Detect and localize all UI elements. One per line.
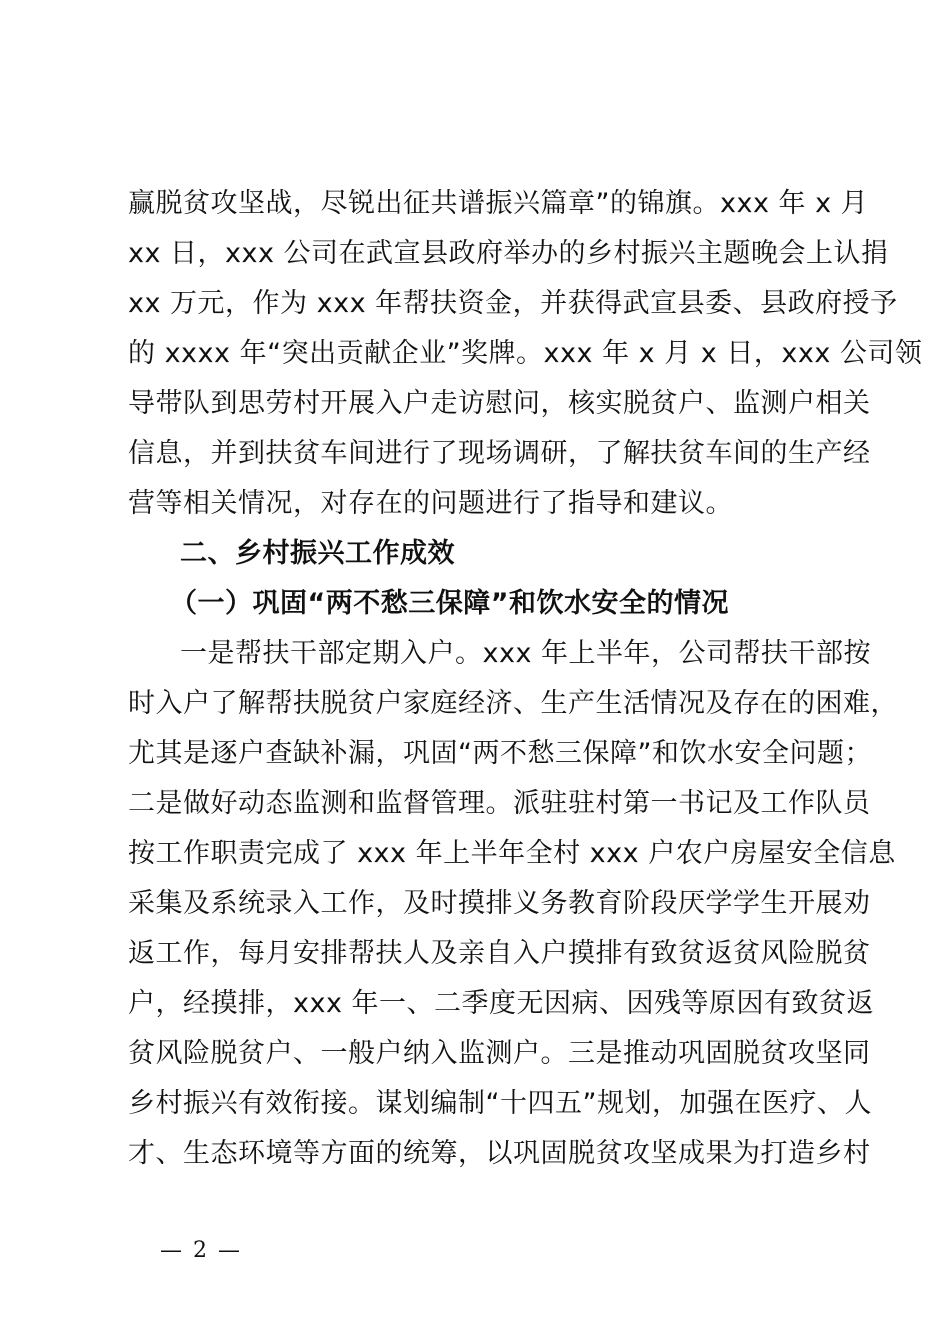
paragraph-line: 才、生态环境等方面的统筹，以巩固脱贫攻坚成果为打造乡村 bbox=[128, 1138, 871, 1169]
section-heading: 二、乡村振兴工作成效 bbox=[180, 538, 455, 569]
paragraph-line: 营等相关情况，对存在的问题进行了指导和建议。 bbox=[128, 488, 733, 519]
paragraph-line: 时入户了解帮扶脱贫户家庭经济、生产生活情况及存在的困难， bbox=[128, 688, 898, 719]
paragraph-line: 导带队到思劳村开展入户走访慰问，核实脱贫户、监测户相关 bbox=[128, 388, 871, 419]
paragraph-line: 按工作职责完成了 xxx 年上半年全村 xxx 户农户房屋安全信息 bbox=[128, 838, 896, 869]
paragraph-line: 返工作，每月安排帮扶人及亲自入户摸排有致贫返贫风险脱贫 bbox=[128, 938, 871, 969]
paragraph-line: 的 xxxx 年“突出贡献企业”奖牌。xxx 年 x 月 x 日，xxx 公司领 bbox=[128, 338, 923, 369]
paragraph-line: 一是帮扶干部定期入户。xxx 年上半年，公司帮扶干部按 bbox=[180, 638, 872, 669]
paragraph-line: xx 万元，作为 xxx 年帮扶资金，并获得武宣县委、县政府授予 bbox=[128, 288, 898, 319]
paragraph-line: 乡村振兴有效衔接。谋划编制“十四五”规划，加强在医疗、人 bbox=[128, 1088, 872, 1119]
subsection-heading: （一）巩固“两不愁三保障”和饮水安全的情况 bbox=[170, 588, 729, 619]
paragraph-line: 户，经摸排，xxx 年一、二季度无因病、因残等原因有致贫返 bbox=[128, 988, 875, 1019]
paragraph-line: 采集及系统录入工作，及时摸排义务教育阶段厌学学生开展劝 bbox=[128, 888, 871, 919]
paragraph-line: 二是做好动态监测和监督管理。派驻驻村第一书记及工作队员 bbox=[128, 788, 871, 819]
paragraph-line: 赢脱贫攻坚战，尽锐出征共谱振兴篇章”的锦旗。xxx 年 x 月 bbox=[128, 188, 869, 219]
page-number: — 2 — bbox=[160, 1238, 242, 1263]
paragraph-line: 贫风险脱贫户、一般户纳入监测户。三是推动巩固脱贫攻坚同 bbox=[128, 1038, 871, 1069]
paragraph-line: 信息，并到扶贫车间进行了现场调研，了解扶贫车间的生产经 bbox=[128, 438, 871, 469]
paragraph-line: xx 日，xxx 公司在武宣县政府举办的乡村振兴主题晚会上认捐 bbox=[128, 238, 889, 269]
paragraph-line: 尤其是逐户查缺补漏，巩固“两不愁三保障”和饮水安全问题； bbox=[128, 738, 872, 769]
